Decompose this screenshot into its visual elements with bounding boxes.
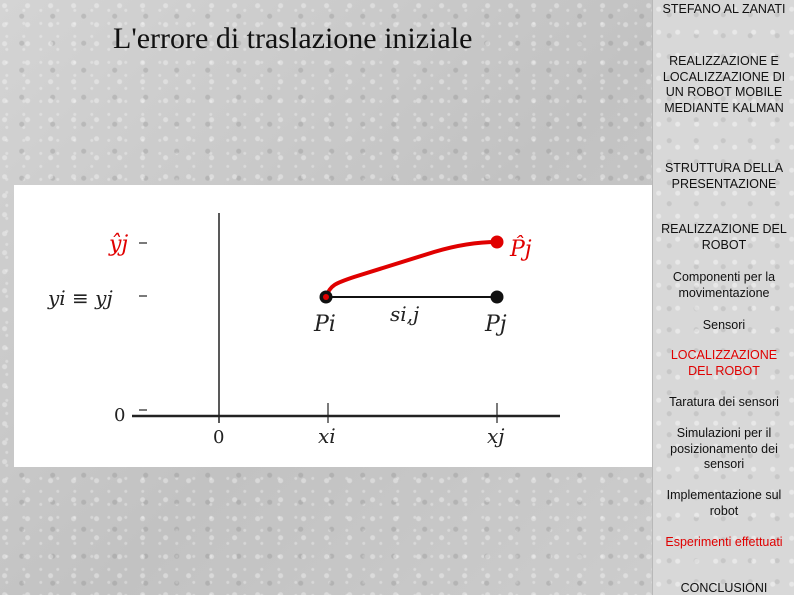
label-yhat-j: ŷj (109, 232, 129, 257)
label-pj: Pj (485, 312, 507, 337)
label-yi-eq-yj: yi ≡ yj (48, 286, 113, 310)
sidebar-thesis-title: REALIZZAZIONE E LOCALIZZAZIONE DI UN ROBOT MOBILE MEDIANTE KALMAN (662, 54, 786, 115)
label-zero-y: 0 (114, 405, 126, 426)
sidebar-item-simulazioni[interactable]: Simulazioni per il posizionamento dei sensori (670, 426, 778, 471)
point-pj-hat (491, 236, 504, 249)
sidebar-item-localizzazione[interactable]: LOCALIZZAZIONE DEL ROBOT (670, 348, 778, 378)
label-phat-j: P̂j (510, 237, 532, 262)
translation-error-figure (14, 185, 652, 467)
label-sij: si,j (390, 302, 420, 326)
sidebar-item-taratura[interactable]: Taratura dei sensori (669, 395, 779, 409)
sidebar-item-sensori[interactable]: Sensori (702, 318, 746, 332)
point-pj (491, 291, 504, 304)
sidebar-author: STEFANO AL ZANATI (662, 2, 786, 16)
sidebar-item-realizzazione[interactable]: REALIZZAZIONE DEL ROBOT (661, 222, 787, 252)
label-zero-x: 0 (213, 427, 225, 448)
estimated-path (326, 242, 497, 297)
figure-svg (14, 185, 652, 467)
sidebar-navigation (652, 0, 794, 595)
label-xi: xi (318, 424, 336, 448)
sidebar-item-conclusioni[interactable]: CONCLUSIONI (680, 581, 768, 595)
label-xj: xj (487, 424, 505, 448)
point-pi-red (323, 294, 329, 300)
sidebar-item-struttura[interactable]: STRUTTURA DELLA PRESENTAZIONE (664, 161, 784, 191)
sidebar-item-esperimenti[interactable]: Esperimenti effettuati (665, 535, 783, 549)
label-pi: Pi (314, 312, 336, 337)
sidebar-item-implementazione[interactable]: Implementazione sul robot (666, 488, 782, 518)
slide-title: L'errore di traslazione iniziale (113, 22, 473, 55)
sidebar-item-componenti[interactable]: Componenti per la movimentazione (672, 270, 776, 300)
